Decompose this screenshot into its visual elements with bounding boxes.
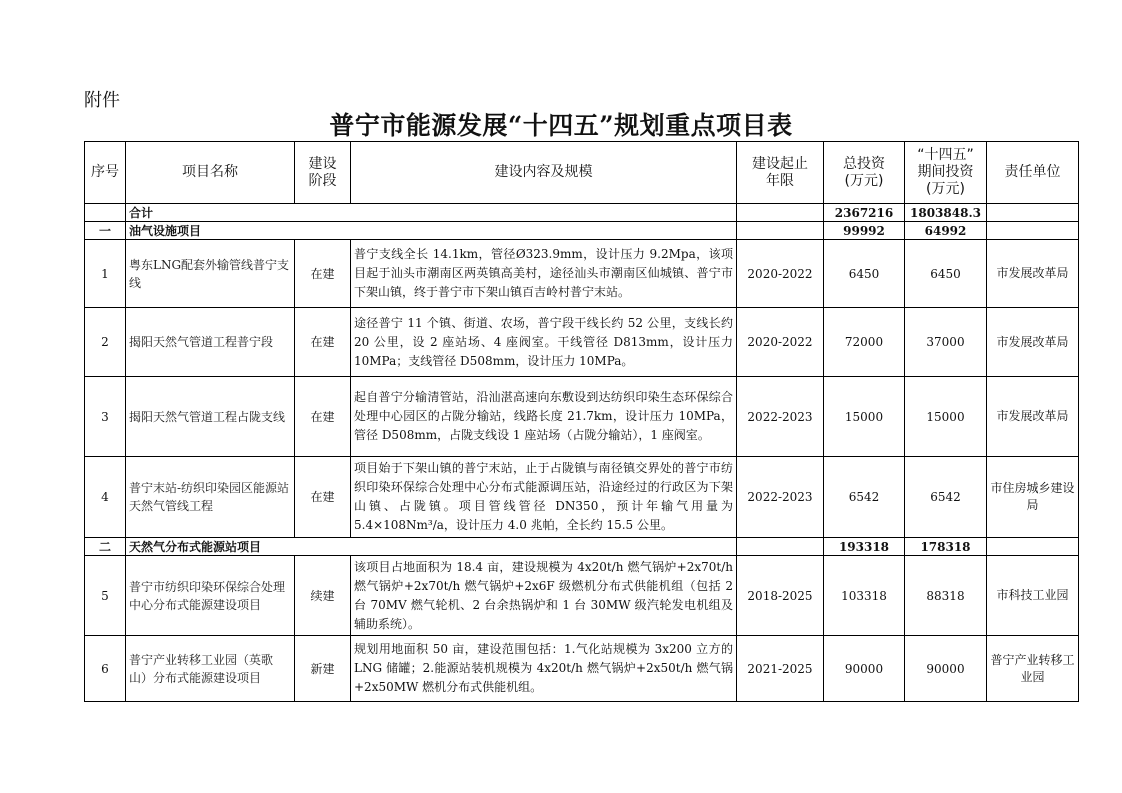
total-row-label: 合计 [126, 204, 737, 222]
row-content: 普宁支线全长 14.1km，管径Ø323.9mm，设计压力 9.2Mpa，该项目起于汕头市潮南区两英镇高美村，途径汕头市潮南区仙城镇、普宁市下架山镇，终于普宁市下架山镇百吉岭村普宁末站。 [351, 240, 737, 308]
header-row [85, 142, 1079, 204]
row-stage: 在建 [295, 240, 351, 308]
total-row-period [737, 204, 824, 222]
row-name: 揭阳天然气管道工程普宁段 [126, 308, 295, 377]
header-period-line1: 建设起止 [752, 155, 808, 172]
section-period [737, 538, 824, 556]
row-no: 6 [85, 636, 126, 702]
row-unit: 普宁产业转移工业园 [987, 636, 1079, 702]
section-no: 一 [85, 222, 126, 240]
header-name: 项目名称 [126, 142, 295, 204]
row-total: 15000 [824, 377, 905, 457]
row-stage: 续建 [295, 556, 351, 636]
section-row [85, 222, 1079, 240]
row-stage: 在建 [295, 377, 351, 457]
header-stage [295, 142, 351, 204]
row-no: 2 [85, 308, 126, 377]
row-content: 途径普宁 11 个镇、街道、农场，普宁段干线长约 52 公里，支线长约 20 公里，设 2 座站场、4 座阀室。干线管径 D813mm，设计压力 10MPa；支线管径 D508mm，设计压力 10MPa。 [351, 308, 737, 377]
header-period-line2: 年限 [766, 172, 794, 189]
row-plan: 6450 [905, 240, 987, 308]
header-no: 序号 [85, 142, 126, 204]
row-name: 普宁产业转移工业园（英歌山）分布式能源建设项目 [126, 636, 295, 702]
total-row-no [85, 204, 126, 222]
header-plan-line1: “十四五” [917, 147, 974, 163]
section-period [737, 222, 824, 240]
header-stage-line1: 建设 [308, 155, 337, 172]
row-plan: 90000 [905, 636, 987, 702]
row-unit: 市发展改革局 [987, 308, 1079, 377]
header-total [824, 142, 905, 204]
header-total-line2: (万元) [844, 172, 884, 189]
row-no: 3 [85, 377, 126, 457]
section-unit [987, 222, 1079, 240]
row-plan: 37000 [905, 308, 987, 377]
row-plan: 6542 [905, 457, 987, 538]
row-unit: 市科技工业园 [987, 556, 1079, 636]
row-stage: 新建 [295, 636, 351, 702]
section-plan: 178318 [905, 538, 987, 556]
row-unit: 市住房城乡建设局 [987, 457, 1079, 538]
section-label: 天然气分布式能源站项目 [126, 538, 737, 556]
table-row [85, 308, 1079, 377]
header-plan-line2: 期间投资 [917, 164, 974, 180]
total-row [85, 204, 1079, 222]
row-period: 2021-2025 [737, 636, 824, 702]
row-total: 90000 [824, 636, 905, 702]
row-unit: 市发展改革局 [987, 377, 1079, 457]
row-period: 2022-2023 [737, 457, 824, 538]
row-no: 4 [85, 457, 126, 538]
row-name: 粤东LNG配套外输管线普宁支线 [126, 240, 295, 308]
section-no: 二 [85, 538, 126, 556]
row-plan: 88318 [905, 556, 987, 636]
row-no: 1 [85, 240, 126, 308]
header-plan [905, 142, 987, 204]
section-label: 油气设施项目 [126, 222, 737, 240]
row-plan: 15000 [905, 377, 987, 457]
table-row [85, 457, 1079, 538]
project-table [84, 141, 1079, 702]
row-content: 起自普宁分输清管站，沿汕湛高速向东敷设到达纺织印染生态环保综合处理中心园区的占陇分输站，线路长度 21.7km，设计压力 10MPa，管径 D508mm，占陇支线设 1 座站场（占陇分输站），1 座阀室。 [351, 377, 737, 457]
section-row [85, 538, 1079, 556]
row-name: 普宁末站-纺织印染园区能源站天然气管线工程 [126, 457, 295, 538]
table-row [85, 556, 1079, 636]
header-period [737, 142, 824, 204]
header-unit: 责任单位 [987, 142, 1079, 204]
row-stage: 在建 [295, 308, 351, 377]
table-row [85, 636, 1079, 702]
row-content: 该项目占地面积为 18.4 亩，建设规模为 4x20t/h 燃气锅炉+2x70t/h 燃气锅炉+2x70t/h 燃气锅炉+2x6F 级燃机分布式供能机组（包括 2 台 70MV 燃气轮机、2 台余热锅炉和 1 台 30MW 级汽轮发电机组及辅助系统）。 [351, 556, 737, 636]
document-title: 普宁市能源发展“十四五”规划重点项目表 [329, 111, 793, 140]
header-total-line1: 总投资 [843, 155, 885, 172]
attachment-label: 附件 [84, 90, 120, 111]
section-total: 99992 [824, 222, 905, 240]
row-no: 5 [85, 556, 126, 636]
header-plan-line3: (万元) [926, 181, 965, 197]
section-unit [987, 538, 1079, 556]
header-stage-line2: 阶段 [308, 172, 337, 189]
total-row-plan: 1803848.3 [905, 204, 987, 222]
row-name: 普宁市纺织印染环保综合处理中心分布式能源建设项目 [126, 556, 295, 636]
table-row [85, 240, 1079, 308]
table-row [85, 377, 1079, 457]
section-total: 193318 [824, 538, 905, 556]
row-total: 103318 [824, 556, 905, 636]
row-period: 2020-2022 [737, 308, 824, 377]
row-content: 规划用地面积 50 亩，建设范围包括：1.气化站规模为 3x200 立方的 LNG 储罐；2.能源站装机规模为 4x20t/h 燃气锅炉+2x50t/h 燃气锅+2x50MW 燃机分布式供能机组。 [351, 636, 737, 702]
row-period: 2022-2023 [737, 377, 824, 457]
total-row-unit [987, 204, 1079, 222]
row-stage: 在建 [295, 457, 351, 538]
header-content: 建设内容及规模 [351, 142, 737, 204]
row-period: 2020-2022 [737, 240, 824, 308]
section-plan: 64992 [905, 222, 987, 240]
row-name: 揭阳天然气管道工程占陇支线 [126, 377, 295, 457]
row-period: 2018-2025 [737, 556, 824, 636]
row-total: 6542 [824, 457, 905, 538]
row-total: 6450 [824, 240, 905, 308]
row-content: 项目始于下架山镇的普宁末站，止于占陇镇与南径镇交界处的普宁市纺织印染环保综合处理中心分布式能源调压站，沿途经过的行政区为下架山镇、占陇镇。项目管线管径 DN350，预计年输气用量为 5.4×108Nm³/a，设计压力 4.0 兆帕，全长约 15.5 公里。 [351, 457, 737, 538]
row-total: 72000 [824, 308, 905, 377]
total-row-total: 2367216 [824, 204, 905, 222]
row-unit: 市发展改革局 [987, 240, 1079, 308]
